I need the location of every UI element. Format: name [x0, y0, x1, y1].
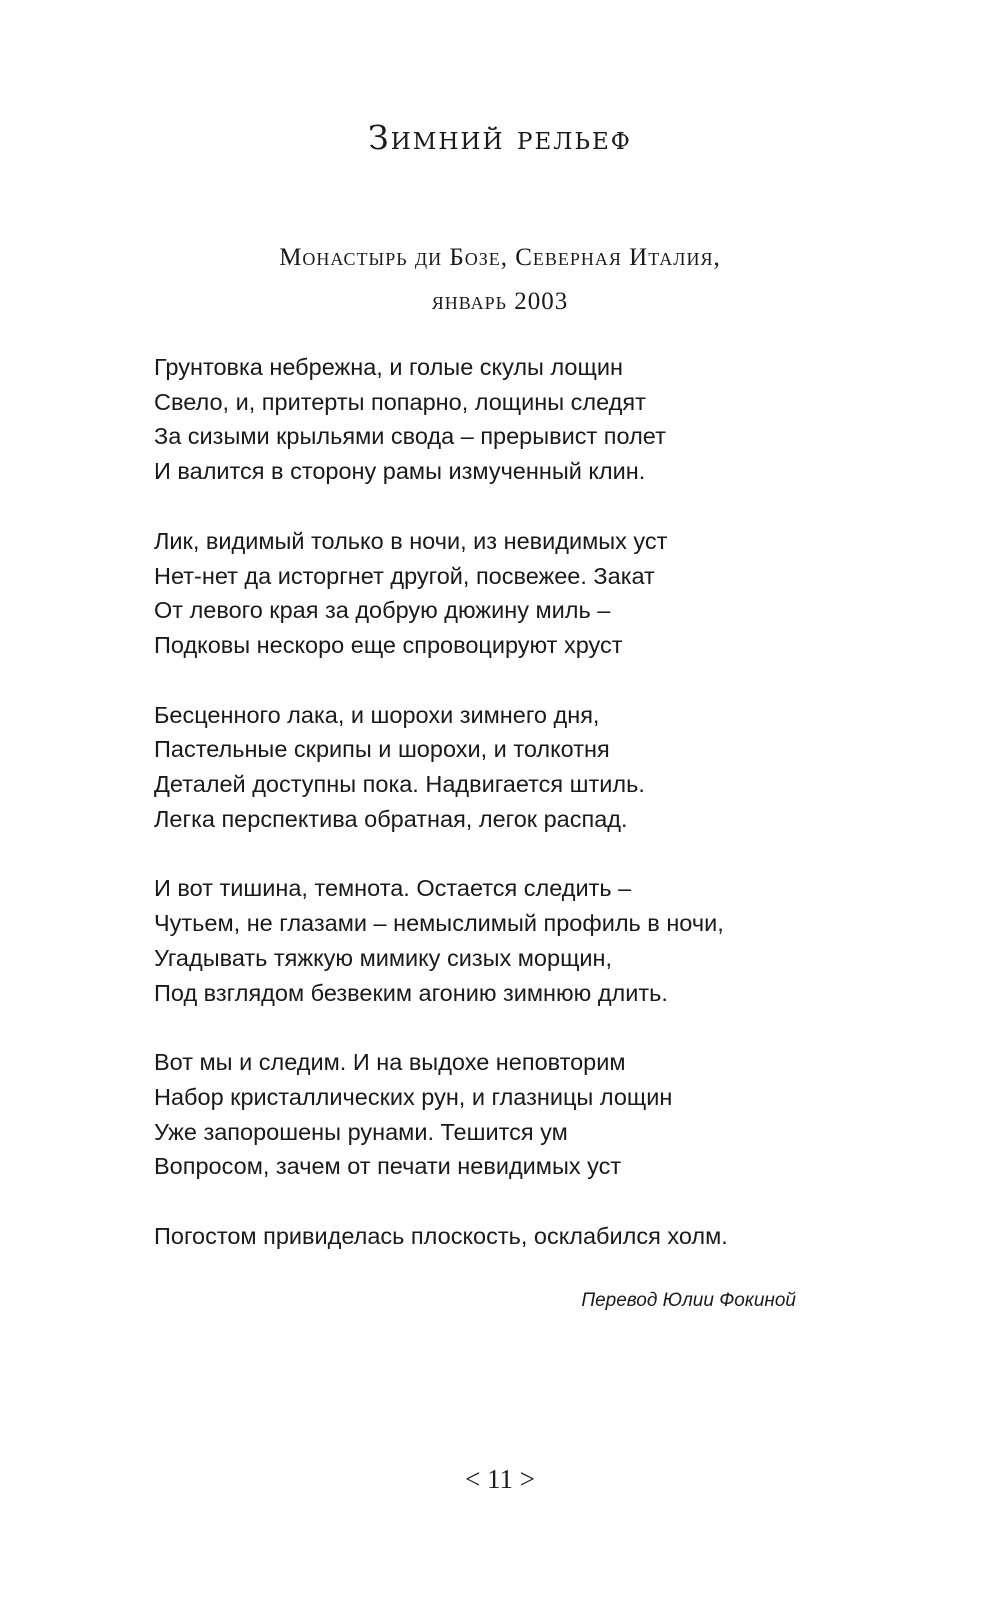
poem-line: Набор кристаллических рун, и глазницы лощин — [154, 1083, 673, 1110]
poem-line: Грунтовка небрежна, и голые скулы лощин — [154, 354, 623, 380]
poem-line: Под взглядом безвеким агонию зимнюю длить. — [154, 979, 668, 1006]
stanza-4 — [154, 871, 728, 1010]
translator-credit: Перевод Юлии Фокиной — [581, 1290, 796, 1311]
poem-line: Пастельные скрипы и шорохи, и толкотня — [154, 736, 610, 763]
poem-line: Вот мы и следим. И на выдохе неповторим — [154, 1049, 626, 1076]
poem-line: Легка перспектива обратная, легок распад. — [154, 805, 628, 832]
poem-line: Бесценного лака, и шорохи зимнего дня, — [154, 701, 600, 728]
poem-body — [154, 350, 728, 1289]
poem-line: Уже запорошены рунами. Тешится ум — [154, 1118, 568, 1145]
stanza-6 — [154, 1219, 728, 1254]
stanza-3 — [154, 698, 728, 837]
dedication-line-1: Монастырь ди Бозе, Северная Италия, — [279, 244, 721, 271]
stanza-1 — [154, 350, 728, 489]
poem-dedication — [0, 236, 1000, 324]
poem-line: Погостом привиделась плоскость, осклабился холм. — [154, 1223, 728, 1250]
poem-line: Нет-нет да исторгнет другой, посвежее. Закат — [154, 562, 655, 589]
page-number: < 11 > — [465, 1464, 535, 1494]
poem-line: От левого края за добрую дюжину миль – — [154, 597, 611, 624]
poem-line: Подковы нескоро еще спровоцируют хруст — [154, 631, 623, 658]
poem-line: Вопросом, зачем от печати невидимых уст — [154, 1153, 622, 1180]
poem-line: Угадывать тяжкую мимику сизых морщин, — [154, 944, 613, 971]
poem-line: За сизыми крыльями свода – прерывист полет — [154, 423, 666, 450]
poem-line: Чутьем, не глазами – немыслимый профиль в ночи, — [154, 910, 724, 937]
poem-line: И вот тишина, темнота. Остается следить – — [154, 875, 632, 902]
poem-title: Зимний рельеф — [368, 118, 632, 157]
poem-line: Деталей доступны пока. Надвигается штиль. — [154, 771, 645, 798]
stanza-5 — [154, 1045, 728, 1184]
dedication-line-2: январь 2003 — [431, 288, 569, 315]
poem-line: Лик, видимый только в ночи, из невидимых уст — [154, 527, 668, 554]
stanza-2 — [154, 524, 728, 663]
poem-line: И валится в сторону рамы измученный клин. — [154, 458, 646, 485]
poem-line: Свело, и, притерты попарно, лощины следят — [154, 388, 646, 415]
